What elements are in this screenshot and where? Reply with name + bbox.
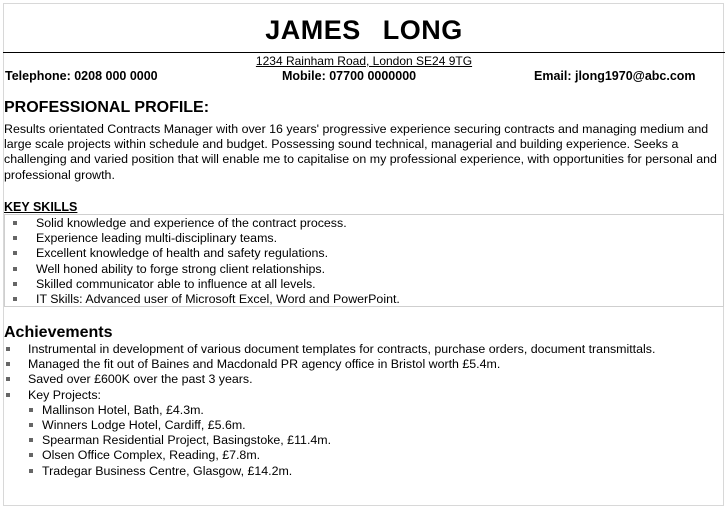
mobile-line: Mobile: 07700 0000000 (282, 69, 417, 83)
square-bullet-icon (6, 377, 10, 381)
telephone-line: Telephone: 0208 000 0000 (5, 69, 158, 83)
skills-list (11, 216, 400, 307)
list-item: Managed the fit out of Baines and Macdonald PR agency office in Bristol worth £5.4m. (4, 357, 655, 372)
list-item: Skilled communicator able to influence at all levels. (11, 277, 400, 292)
list-item: Excellent knowledge of health and safety regulations. (11, 246, 400, 261)
square-bullet-icon (29, 423, 33, 427)
skills-heading: KEY SKILLS (4, 200, 78, 214)
list-item: Experience leading multi-disciplinary teams. (11, 231, 400, 246)
profile-heading: PROFESSIONAL PROFILE: (4, 99, 210, 116)
achievements-heading: Achievements (4, 324, 113, 341)
email-line: Email: jlong1970@abc.com (534, 69, 696, 83)
profile-text: Results orientated Contracts Manager with over 16 years' progressive experience securing contracts and managing medium and large scale projects within schedule and budget. Possessing sound technical, managerial and building experience. Seeks a challenging and varied position that will enable me to capitalise on my professional experience, with opportunities for personal and professional growth. (4, 122, 717, 182)
address-line: 1234 Rainham Road, London SE24 9TG (255, 54, 473, 68)
candidate-name: JAMES LONG (265, 15, 463, 45)
square-bullet-icon (6, 347, 10, 351)
square-bullet-icon (13, 236, 17, 240)
square-bullet-icon (13, 221, 17, 225)
skills-box (4, 214, 724, 307)
square-bullet-icon (6, 362, 10, 366)
list-item: Mallinson Hotel, Bath, £4.3m. (28, 403, 655, 418)
square-bullet-icon (29, 469, 33, 473)
square-bullet-icon (29, 438, 33, 442)
list-item: Saved over £600K over the past 3 years. (4, 372, 655, 387)
square-bullet-icon (13, 267, 17, 271)
list-item: Solid knowledge and experience of the contract process. (11, 216, 400, 231)
square-bullet-icon (29, 408, 33, 412)
achievements-list (4, 342, 655, 479)
list-item: Tradegar Business Centre, Glasgow, £14.2m. (28, 464, 655, 479)
square-bullet-icon (6, 393, 10, 397)
square-bullet-icon (13, 282, 17, 286)
square-bullet-icon (29, 453, 33, 457)
list-item: Olsen Office Complex, Reading, £7.8m. (28, 448, 655, 463)
key-projects-list (28, 403, 655, 479)
list-item: Instrumental in development of various document templates for contracts, purchase orders, document transmittals. (4, 342, 655, 357)
list-item: Well honed ability to forge strong client relationships. (11, 262, 400, 277)
square-bullet-icon (13, 297, 17, 301)
list-item: Winners Lodge Hotel, Cardiff, £5.6m. (28, 418, 655, 433)
list-item: Key Projects: Mallinson Hotel, Bath, £4.3m. Winners Lodge Hotel, Cardiff, £5.6m. Spearman Residential Project, Basingstoke, £11.4m. Olsen Office Complex, Reading, £7.8m. Tradegar Business Centre, Glasgow, £14.2m. (4, 388, 655, 479)
list-item: IT Skills: Advanced user of Microsoft Excel, Word and PowerPoint. (11, 292, 400, 307)
header-divider (3, 52, 725, 53)
list-item: Spearman Residential Project, Basingstoke, £11.4m. (28, 433, 655, 448)
square-bullet-icon (13, 251, 17, 255)
